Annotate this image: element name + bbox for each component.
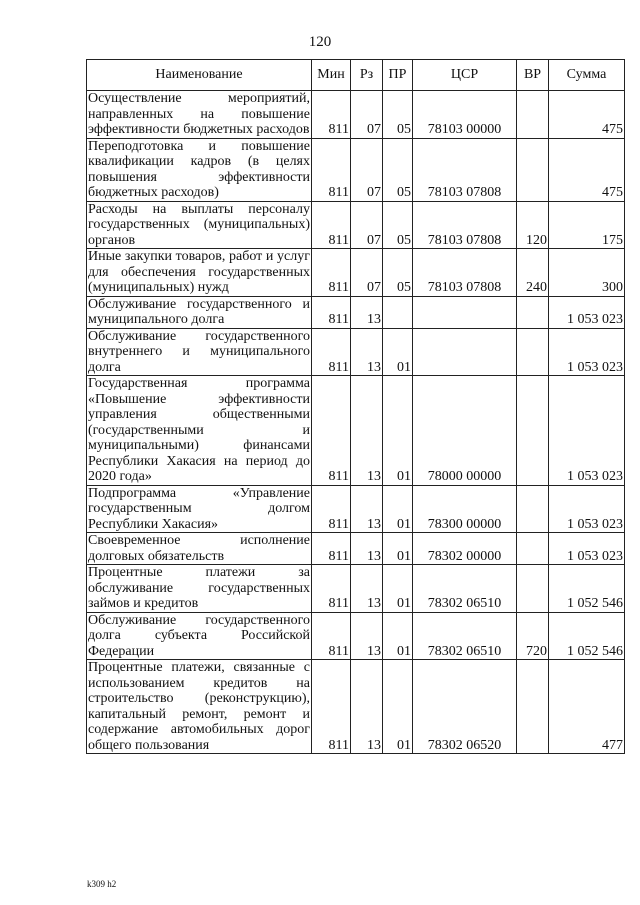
row-pr: 01 — [383, 660, 413, 754]
row-rz: 13 — [351, 565, 383, 613]
table-row — [87, 328, 625, 376]
row-pr: 01 — [383, 376, 413, 486]
table-row — [87, 533, 625, 565]
table-row — [87, 660, 625, 754]
row-sum: 1 053 023 — [549, 533, 625, 565]
table-row — [87, 249, 625, 297]
row-sum: 475 — [549, 138, 625, 201]
row-name: Расходы на выплаты персоналу государственных (муниципальных) органов — [88, 201, 310, 248]
header-sum: Сумма — [549, 60, 625, 91]
row-csr: 78302 06510 — [413, 612, 517, 660]
row-min: 811 — [312, 328, 351, 376]
row-pr: 05 — [383, 138, 413, 201]
row-vr: 720 — [517, 612, 549, 660]
row-min: 811 — [312, 91, 351, 139]
header-name: Наименование — [87, 60, 312, 91]
row-rz: 07 — [351, 138, 383, 201]
row-csr: 78000 00000 — [413, 376, 517, 486]
row-csr: 78103 00000 — [413, 91, 517, 139]
row-rz: 13 — [351, 485, 383, 533]
row-pr: 01 — [383, 533, 413, 565]
header-pr: ПР — [383, 60, 413, 91]
row-min: 811 — [312, 376, 351, 486]
row-vr — [517, 660, 549, 754]
row-csr: 78103 07808 — [413, 249, 517, 297]
row-csr: 78302 00000 — [413, 533, 517, 565]
row-vr — [517, 328, 549, 376]
row-csr: 78302 06520 — [413, 660, 517, 754]
row-sum: 300 — [549, 249, 625, 297]
row-sum: 1 053 023 — [549, 296, 625, 328]
row-csr: 78103 07808 — [413, 138, 517, 201]
table-row — [87, 612, 625, 660]
row-csr — [413, 328, 517, 376]
page-number: 120 — [308, 34, 332, 50]
row-min: 811 — [312, 565, 351, 613]
table-row — [87, 296, 625, 328]
row-name: Процентные платежи, связанные с использованием кредитов на строительство (реконструкцию), капитальный ремонт, ремонт и содержание автомобильных дорог общего пользования — [88, 660, 310, 753]
row-sum: 175 — [549, 201, 625, 249]
row-sum: 475 — [549, 91, 625, 139]
row-min: 811 — [312, 201, 351, 249]
header-rz: Рз — [351, 60, 383, 91]
row-rz: 13 — [351, 533, 383, 565]
row-sum: 1 052 546 — [549, 612, 625, 660]
row-csr: 78103 07808 — [413, 201, 517, 249]
row-vr — [517, 565, 549, 613]
row-csr: 78300 00000 — [413, 485, 517, 533]
row-sum: 477 — [549, 660, 625, 754]
row-min: 811 — [312, 249, 351, 297]
row-name: Подпрограмма «Управление государственным долгом Республики Хакасия» — [88, 485, 310, 532]
table-row — [87, 201, 625, 249]
row-name: Иные закупки товаров, работ и услуг для обеспечения государственных (муниципальных) нужд — [88, 249, 310, 295]
row-pr: 01 — [383, 485, 413, 533]
row-sum: 1 053 023 — [549, 328, 625, 376]
row-vr: 240 — [517, 249, 549, 297]
row-name: Переподготовка и повышение квалификации кадров (в целях повышения эффективности бюджетных расходов) — [88, 138, 310, 200]
row-name: Процентные платежи за обслуживание государственных займов и кредитов — [88, 565, 310, 611]
row-min: 811 — [312, 533, 351, 565]
row-sum: 1 052 546 — [549, 565, 625, 613]
budget-table — [86, 59, 625, 754]
row-sum: 1 053 023 — [549, 485, 625, 533]
row-min: 811 — [312, 485, 351, 533]
row-rz: 07 — [351, 249, 383, 297]
row-vr — [517, 91, 549, 139]
row-vr — [517, 485, 549, 533]
row-min: 811 — [312, 612, 351, 660]
row-pr: 01 — [383, 328, 413, 376]
row-pr: 05 — [383, 91, 413, 139]
row-vr — [517, 138, 549, 201]
table-row — [87, 138, 625, 201]
row-pr: 05 — [383, 249, 413, 297]
row-vr — [517, 533, 549, 565]
table-row — [87, 485, 625, 533]
row-vr — [517, 376, 549, 486]
row-name: Государственная программа «Повышение эффективности управления общественными (государственными и муниципальными) финансами Республики Хакасия на период до 2020 года» — [88, 376, 310, 484]
row-rz: 07 — [351, 201, 383, 249]
header-csr: ЦСР — [413, 60, 517, 91]
row-rz: 07 — [351, 91, 383, 139]
row-min: 811 — [312, 660, 351, 754]
footer-code: k309 h2 — [87, 879, 117, 889]
row-rz: 13 — [351, 296, 383, 328]
table-row — [87, 91, 625, 139]
row-name: Осуществление мероприятий, направленных на повышение эффективности бюджетных расходов — [88, 91, 310, 137]
header-vr: ВР — [517, 60, 549, 91]
row-name: Обслуживание государственного внутреннего и муниципального долга — [88, 328, 310, 375]
row-vr: 120 — [517, 201, 549, 249]
row-min: 811 — [312, 138, 351, 201]
row-sum: 1 053 023 — [549, 376, 625, 486]
row-rz: 13 — [351, 612, 383, 660]
row-rz: 13 — [351, 660, 383, 754]
row-csr — [413, 296, 517, 328]
row-pr — [383, 296, 413, 328]
row-pr: 01 — [383, 612, 413, 660]
row-rz: 13 — [351, 376, 383, 486]
table-row — [87, 376, 625, 486]
row-pr: 01 — [383, 565, 413, 613]
row-pr: 05 — [383, 201, 413, 249]
table-header-row — [87, 60, 625, 91]
row-vr — [517, 296, 549, 328]
row-name: Обслуживание государственного и муниципального долга — [88, 296, 310, 327]
row-csr: 78302 06510 — [413, 565, 517, 613]
row-min: 811 — [312, 296, 351, 328]
row-rz: 13 — [351, 328, 383, 376]
row-name: Своевременное исполнение долговых обязательств — [88, 533, 310, 564]
header-min: Мин — [312, 60, 351, 91]
row-name: Обслуживание государственного долга субъекта Российской Федерации — [88, 612, 310, 659]
table-row — [87, 565, 625, 613]
